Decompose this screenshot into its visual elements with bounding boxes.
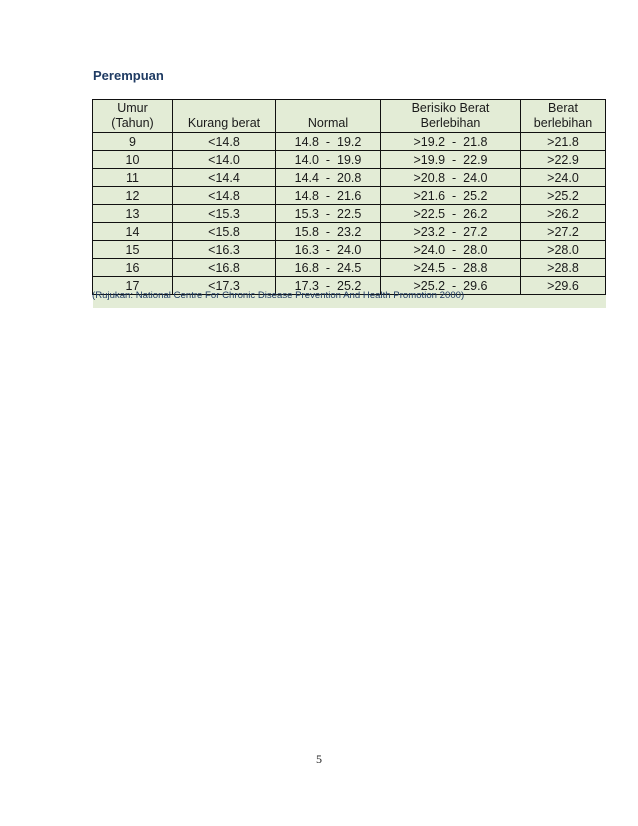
table-cell: >19.9 - 22.9: [381, 151, 521, 169]
table-cell: 13: [93, 205, 173, 223]
header-cell: [173, 100, 276, 133]
table-cell: <15.3: [173, 205, 276, 223]
table-cell: >25.2: [521, 187, 606, 205]
header-line: Berat: [548, 101, 578, 115]
table-cell: >28.0: [521, 241, 606, 259]
table-cell: 16.3 - 24.0: [276, 241, 381, 259]
table-cell: 16: [93, 259, 173, 277]
table-cell: 17: [93, 277, 173, 295]
table-header-row: [93, 100, 606, 133]
table-cell: >25.2 - 29.6: [381, 277, 521, 295]
table-cell: 15: [93, 241, 173, 259]
table-cell: >24.5 - 28.8: [381, 259, 521, 277]
header-cell: [381, 100, 521, 133]
bmi-table: [92, 99, 606, 308]
table-cell: 14.4 - 20.8: [276, 169, 381, 187]
header-cell: [276, 100, 381, 133]
table-cell: 16.8 - 24.5: [276, 259, 381, 277]
table-cell: 14: [93, 223, 173, 241]
header-line: Berlebihan: [420, 116, 481, 130]
table-row: [93, 169, 606, 187]
table-row: [93, 241, 606, 259]
table-cell: <16.3: [173, 241, 276, 259]
table-cell: >24.0 - 28.0: [381, 241, 521, 259]
header-cell: [93, 100, 173, 133]
table-cell: 17.3 - 25.2: [276, 277, 381, 295]
table-cell: 15.3 - 22.5: [276, 205, 381, 223]
table-cell: >21.8: [521, 133, 606, 151]
table-cell: 14.8 - 21.6: [276, 187, 381, 205]
table-row: [93, 151, 606, 169]
table-cell: >21.6 - 25.2: [381, 187, 521, 205]
reference-note: (Rujukan: National Centre For Chronic Disease Prevention And Health Promotion 2000): [92, 290, 465, 301]
table-cell: 9: [93, 133, 173, 151]
table-cell: 14.0 - 19.9: [276, 151, 381, 169]
page-number: 5: [316, 752, 322, 766]
table-row: [93, 223, 606, 241]
header-line: (Tahun): [111, 116, 154, 130]
table-cell: <17.3: [173, 277, 276, 295]
table-cell: >22.5 - 26.2: [381, 205, 521, 223]
header-line: Normal: [307, 116, 349, 130]
table-row: [93, 259, 606, 277]
table-cell: <14.8: [173, 133, 276, 151]
table-cell: >29.6: [521, 277, 606, 295]
table-cell: >28.8: [521, 259, 606, 277]
table-cell: 14.8 - 19.2: [276, 133, 381, 151]
header-line: Berisiko Berat: [411, 101, 490, 115]
header-line: Kurang berat: [187, 116, 261, 130]
table-cell: <16.8: [173, 259, 276, 277]
header-line: berlebihan: [533, 116, 593, 130]
table-cell: >22.9: [521, 151, 606, 169]
table-cell: >20.8 - 24.0: [381, 169, 521, 187]
table-row: [93, 187, 606, 205]
table-cell: >24.0: [521, 169, 606, 187]
header-cell: [521, 100, 606, 133]
table-cell: >27.2: [521, 223, 606, 241]
section-title: Perempuan: [93, 68, 164, 83]
table-cell: <14.0: [173, 151, 276, 169]
table-cell: 10: [93, 151, 173, 169]
table-cell: <15.8: [173, 223, 276, 241]
table-cell: >19.2 - 21.8: [381, 133, 521, 151]
table-cell: >26.2: [521, 205, 606, 223]
header-line: Umur: [117, 101, 148, 115]
table-cell: 12: [93, 187, 173, 205]
table-row: [93, 205, 606, 223]
table-cell: <14.8: [173, 187, 276, 205]
table-row: [93, 133, 606, 151]
table-cell: <14.4: [173, 169, 276, 187]
table-cell: 15.8 - 23.2: [276, 223, 381, 241]
table-cell: 11: [93, 169, 173, 187]
table-cell: >23.2 - 27.2: [381, 223, 521, 241]
